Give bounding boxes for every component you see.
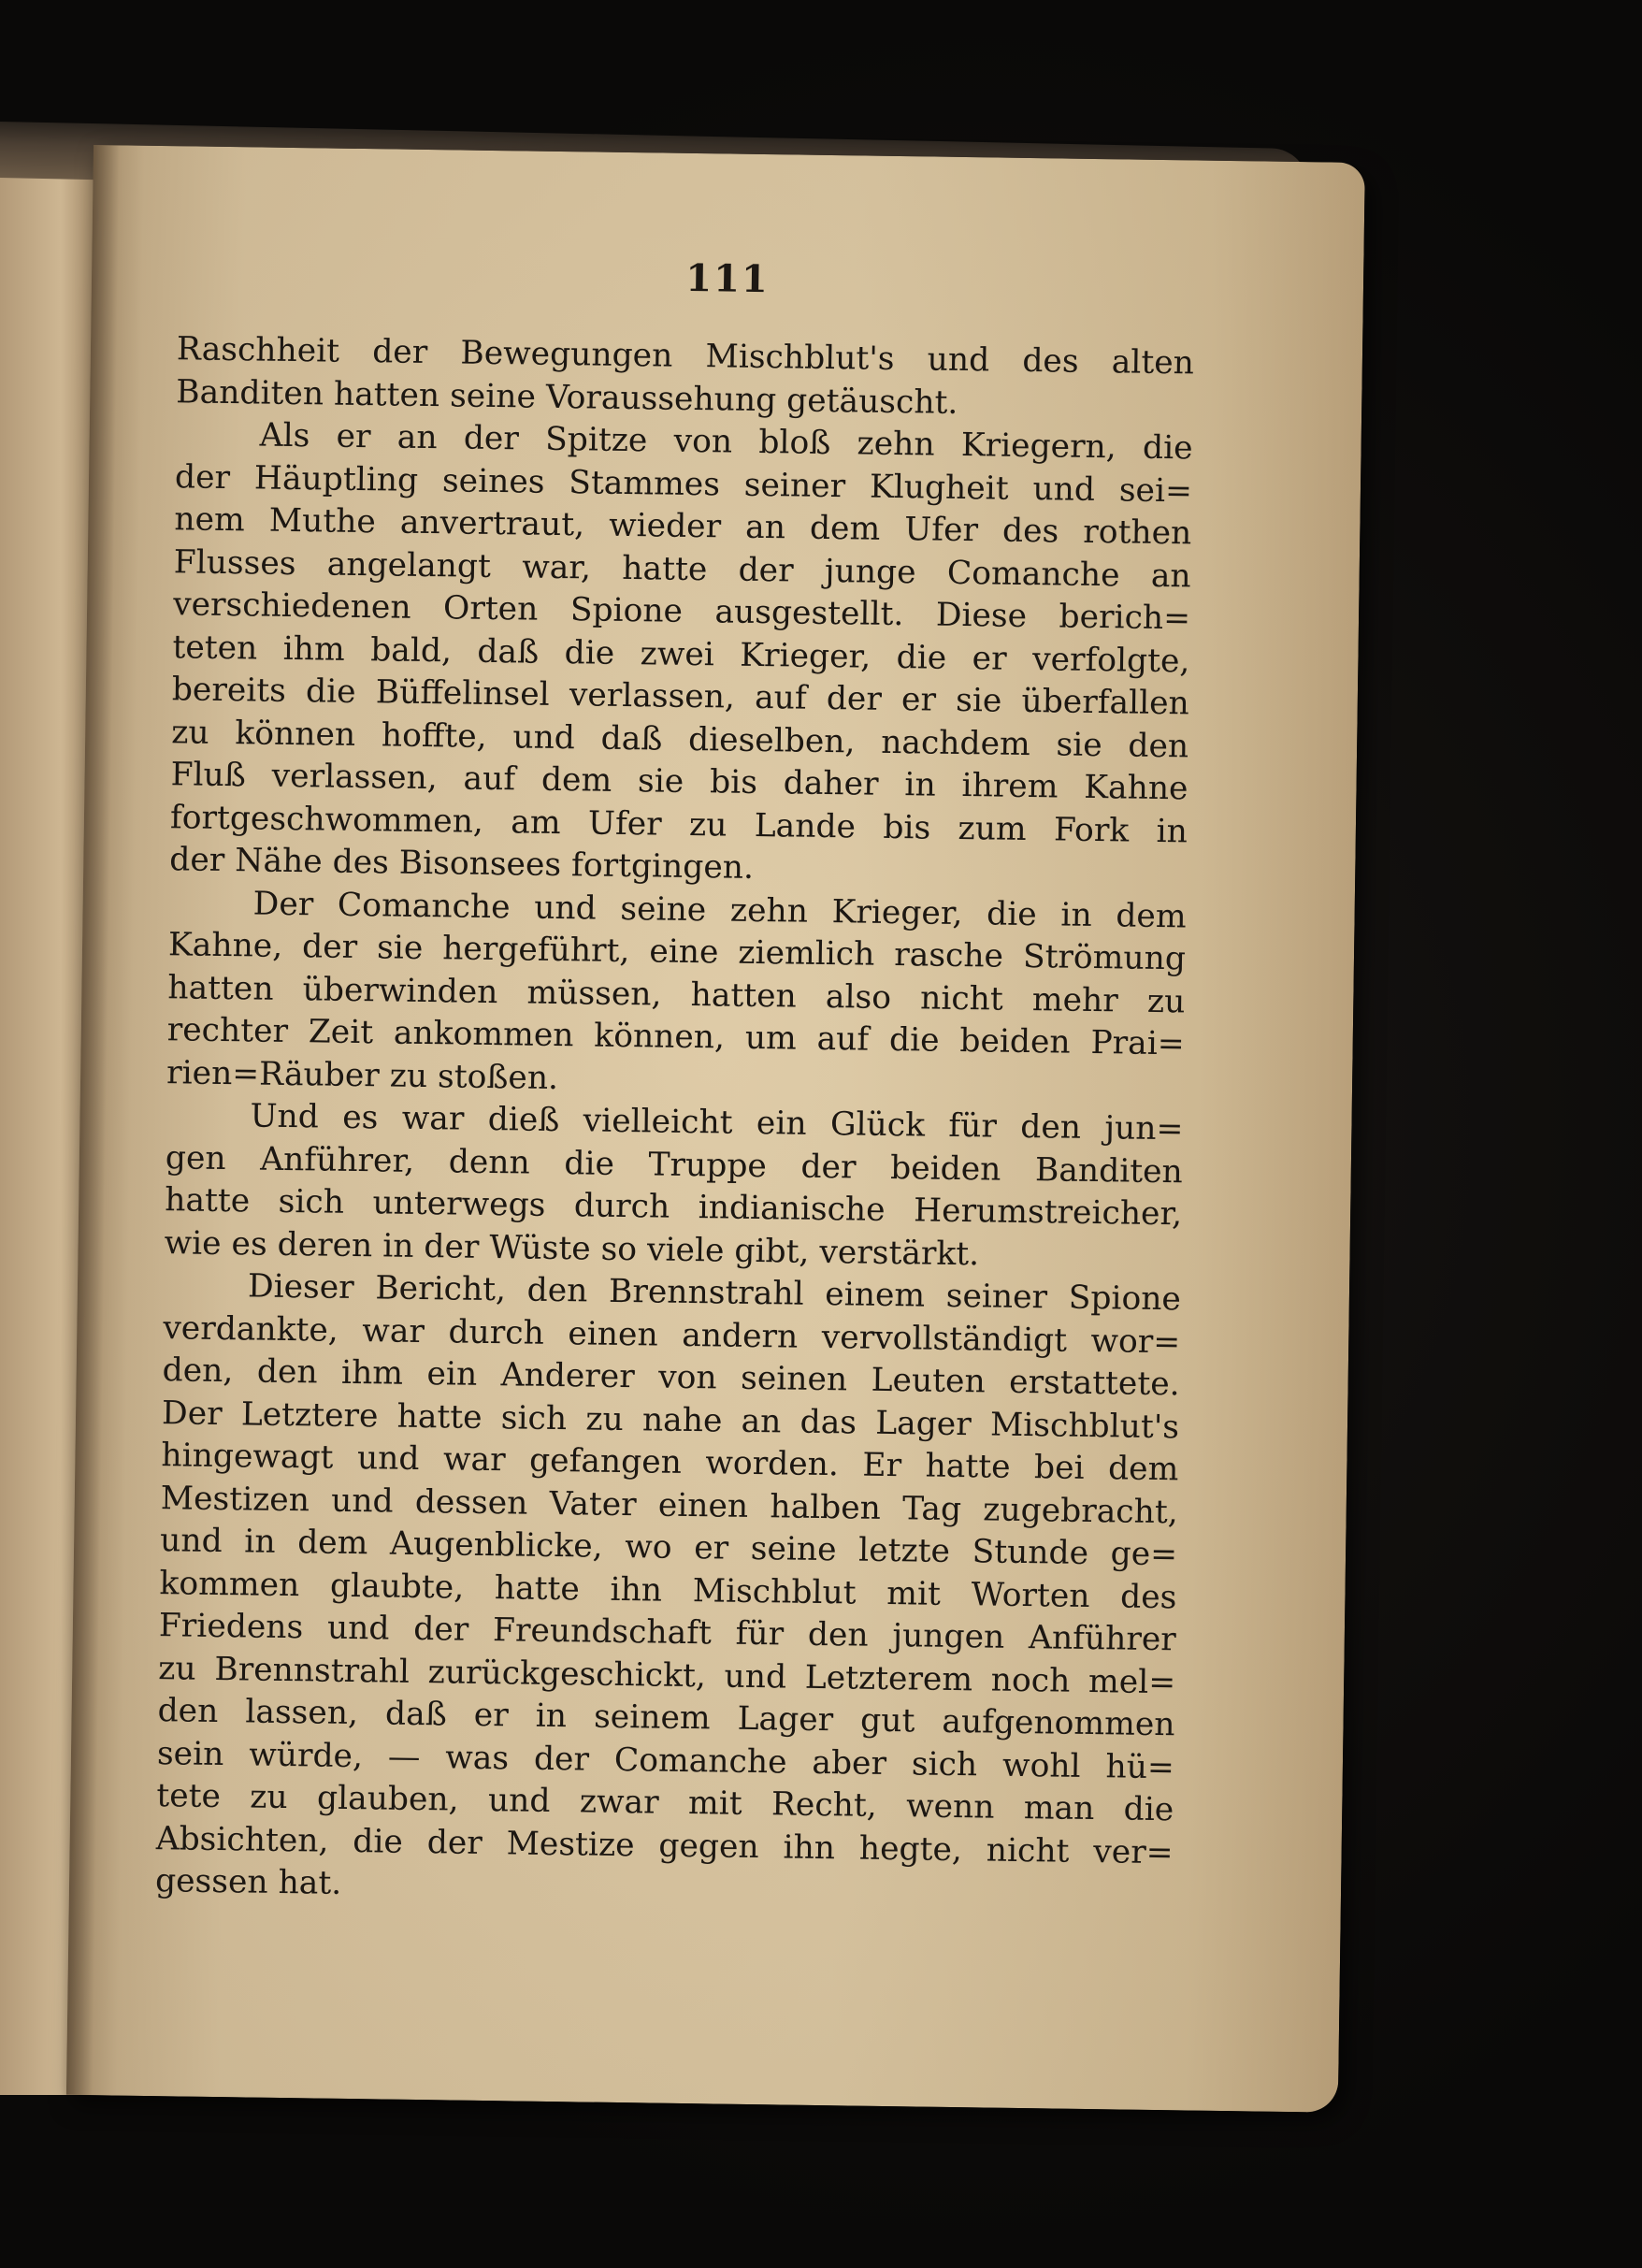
text-line: Dieser Bericht, den Brennstrahl einem seiner Spione bbox=[247, 1267, 1182, 1319]
text-line: fortgeschwommen, am Ufer zu Lande bis zum Fork in bbox=[169, 798, 1188, 850]
text-line: sein würde, — was der Comanche aber sich wohl hü= bbox=[156, 1734, 1175, 1786]
text-line: Der Comanche und seine zehn Krieger, die in dem bbox=[252, 884, 1187, 935]
text-line: den, den ihm ein Anderer von seinen Leuten erstattete. bbox=[162, 1351, 1180, 1404]
text-line: gen Anführer, denn die Truppe der beiden Banditen bbox=[165, 1138, 1184, 1191]
page-number: 111 bbox=[684, 255, 771, 302]
text-line: Als er an der Spitze von bloß zehn Kriegern, die bbox=[259, 416, 1193, 468]
text-line: den lassen, daß er in seinem Lager gut aufgenommen bbox=[157, 1692, 1175, 1744]
text-line: Fluß verlassen, auf dem sie bis daher in ihrem Kahne bbox=[170, 756, 1188, 808]
text-line: Und es war dieß vielleicht ein Glück für den jun= bbox=[250, 1097, 1184, 1148]
text-line: Friedens und der Freundschaft für den jungen Anführer bbox=[158, 1607, 1177, 1659]
text-line: teten ihm bald, daß die zwei Krieger, die er verfolgte, bbox=[172, 628, 1190, 680]
body-text bbox=[155, 328, 1194, 1917]
text-line: der Häuptling seines Stammes seiner Klugheit und sei= bbox=[174, 457, 1193, 510]
text-line: kommen glaubte, hatte ihn Mischblut mit Worten des bbox=[159, 1564, 1177, 1616]
text-line: wie es deren in der Wüste so viele gibt, verstärkt. bbox=[164, 1223, 980, 1273]
text-line: gessen hat. bbox=[154, 1862, 342, 1902]
text-line: bereits die Büffelinsel verlassen, auf der er sie überfallen bbox=[171, 671, 1190, 723]
text-line: zu können hoffte, und daß dieselben, nachdem sie den bbox=[170, 713, 1189, 765]
text-line: Absichten, die der Mestize gegen ihn hegte, nicht ver= bbox=[155, 1819, 1174, 1871]
text-line: verschiedenen Orten Spione ausgestellt. Diese berich= bbox=[172, 585, 1191, 638]
text-line: Kahne, der sie hergeführt, eine ziemlich rasche Strömung bbox=[167, 926, 1187, 978]
book-page bbox=[66, 145, 1365, 2113]
text-line: tete zu glauben, und zwar mit Recht, wenn man die bbox=[156, 1777, 1174, 1829]
text-line: Flusses angelangt war, hatte der junge Comanche an bbox=[173, 542, 1191, 595]
text-line: Banditen hatten seine Voraussehung getäuscht. bbox=[176, 372, 958, 422]
text-line: zu Brennstrahl zurückgeschickt, und Letzterem noch mel= bbox=[157, 1649, 1176, 1701]
text-line: rechter Zeit ankommen können, um auf die beiden Prai= bbox=[166, 1011, 1185, 1063]
text-line: hatte sich unterwegs durch indianische Herumstreicher, bbox=[164, 1181, 1183, 1234]
text-line: verdankte, war durch einen andern vervollständigt wor= bbox=[163, 1308, 1181, 1361]
text-line: rien=Räuber zu stoßen. bbox=[166, 1053, 559, 1097]
text-line: Raschheit der Bewegungen Mischblut's und des alten bbox=[176, 330, 1195, 383]
text-line: Mestizen und dessen Vater einen halben Tag zugebracht, bbox=[160, 1479, 1178, 1531]
text-line: nem Muthe anvertraut, wieder an dem Ufer des rothen bbox=[174, 500, 1192, 553]
text-line: Der Letztere hatte sich zu nahe an das Lager Mischblut's bbox=[161, 1394, 1180, 1446]
text-line: hatten überwinden müssen, hatten also nicht mehr zu bbox=[167, 968, 1186, 1020]
text-line: hingewagt und war gefangen worden. Er hatte bei dem bbox=[161, 1437, 1179, 1489]
text-line: der Nähe des Bisonsees fortgingen. bbox=[169, 841, 755, 887]
text-line: und in dem Augenblicke, wo er seine letzte Stunde ge= bbox=[159, 1522, 1178, 1574]
